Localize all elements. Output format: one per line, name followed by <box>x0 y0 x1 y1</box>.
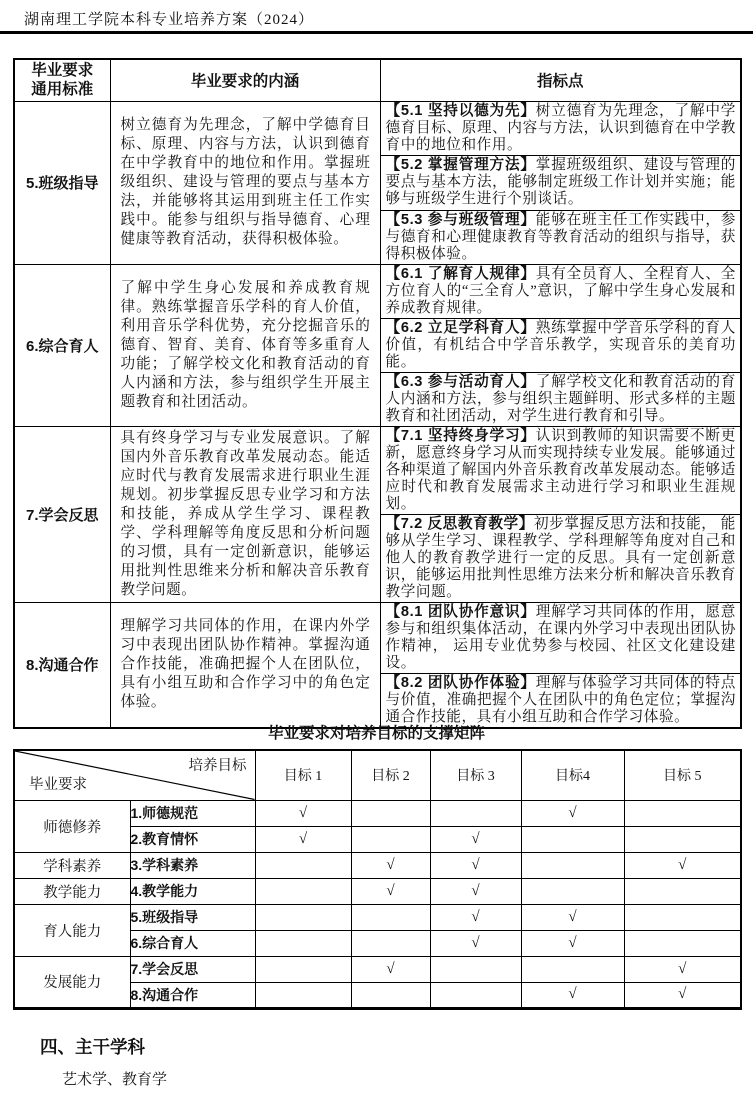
requirement-connotation: 理解学习共同体的作用，在课内外学习中表现出团队协作精神。掌握沟通合作技能，准确把握个人在团队位，具有小组互助和合作学习中的角色定体验。 <box>110 602 380 728</box>
matrix-mark-cell <box>521 878 624 904</box>
matrix-table <box>13 749 742 1010</box>
matrix-mark-cell: √ <box>430 904 521 930</box>
indicator-cell <box>380 210 741 264</box>
matrix-item-cell: 6.综合育人 <box>130 930 255 956</box>
indicator-tag: 【5.3 参与班级管理】 <box>385 211 536 228</box>
header-indicators: 指标点 <box>380 59 741 101</box>
matrix-group-cell: 发展能力 <box>14 956 130 1008</box>
header-connotation: 毕业要求的内涵 <box>110 59 380 101</box>
header-general-standard <box>14 59 110 101</box>
matrix-mark-cell: √ <box>624 956 741 982</box>
indicator-cell <box>380 264 741 318</box>
indicator-text: 掌握班级组织、建设与管理的要点与基本方法，能够制定班级工作计划并实施；能够与班级学生进行个别谈话。 <box>385 157 736 207</box>
matrix-mark-cell <box>351 826 430 852</box>
matrix-mark-cell <box>255 904 351 930</box>
indicator-text: 理解学习共同体的作用，愿意参与和组织集体活动，在课内外学习中表现出团队协作精神， 运用专业优势参与校园、社区文化建设建设。 <box>385 603 736 671</box>
matrix-mark-cell <box>255 982 351 1008</box>
indicator-tag: 【8.2 团队协作体验】 <box>385 674 536 691</box>
matrix-mark-cell <box>351 982 430 1008</box>
corner-label-requirements: 毕业要求 <box>29 776 87 793</box>
matrix-mark-cell: √ <box>351 852 430 878</box>
matrix-mark-cell: √ <box>521 930 624 956</box>
matrix-mark-cell: √ <box>624 982 741 1008</box>
indicator-tag: 【7.2 反思教育教学】 <box>385 515 534 532</box>
matrix-mark-cell: √ <box>430 826 521 852</box>
matrix-mark-cell <box>255 956 351 982</box>
requirement-label: 6.综合育人 <box>14 264 110 426</box>
matrix-mark-cell: √ <box>430 930 521 956</box>
indicator-text: 初步掌握反思方法和技能， 能够从学生学习、课程教学、学科理解等角度对自己和他人的教育教学进行一定的反思。具有一定创新意识，能够运用批判性思维方法来分析和解决音乐教育教学问题。 <box>385 515 736 600</box>
matrix-title: 毕业要求对培养目标的支撑矩阵 <box>267 725 485 742</box>
goal-header: 目标 5 <box>624 750 741 800</box>
indicator-tag: 【6.3 参与活动育人】 <box>385 373 536 390</box>
requirement-connotation: 具有终身学习与专业发展意识。了解国内外音乐教育改革发展动态。能适应时代与教育发展需求进行职业生涯规划。初步掌握反思专业学习和方法和技能，养成从学生学习、课程教学、学科理解等角度反思和分析问题的习惯，具有一定创新意识，能够运用批判性思维来分析和解决音乐教育教学问题。 <box>110 426 380 602</box>
goal-header: 目标 2 <box>351 750 430 800</box>
matrix-mark-cell <box>255 878 351 904</box>
indicator-tag: 【5.2 掌握管理方法】 <box>385 157 536 173</box>
matrix-mark-cell: √ <box>521 800 624 826</box>
title-rule <box>0 31 753 34</box>
indicator-cell <box>380 673 741 728</box>
requirement-label: 7.学会反思 <box>14 426 110 602</box>
matrix-item-cell: 3.学科素养 <box>130 852 255 878</box>
corner-label-goals: 培养目标 <box>188 758 247 774</box>
requirements-table <box>13 58 742 729</box>
indicator-text: 了解学校文化和教育活动的育人内涵和方法，参与组织主题鲜明、形式多样的主题教育和社团活动，对学生进行教育和引导。 <box>385 373 736 424</box>
matrix-group-cell: 教学能力 <box>14 878 130 904</box>
matrix-mark-cell: √ <box>351 956 430 982</box>
matrix-mark-cell <box>624 878 741 904</box>
matrix-mark-cell <box>624 904 741 930</box>
indicator-tag: 【8.1 团队协作意识】 <box>385 603 536 620</box>
matrix-item-cell: 4.教学能力 <box>130 878 255 904</box>
matrix-mark-cell: √ <box>351 878 430 904</box>
matrix-mark-cell <box>430 956 521 982</box>
indicator-cell <box>380 372 741 426</box>
goal-header: 目标4 <box>521 750 624 800</box>
requirement-connotation: 树立德育为先理念，了解中学德育目标、原理、内容与方法，认识到德育在中学教育中的地位和作用。掌握班级组织、建设与管理的要点与基本方法，并能够将其运用到班主任工作实践中。能参与组织与指导德育、心理健康等教育活动，获得积极体验。 <box>110 101 380 264</box>
indicator-cell <box>380 155 741 210</box>
header-general-standard-line1: 毕业要求 <box>31 62 94 80</box>
matrix-mark-cell <box>624 800 741 826</box>
matrix-group-cell: 育人能力 <box>14 904 130 956</box>
matrix-item-cell: 1.师德规范 <box>130 800 255 826</box>
goal-header: 目标 3 <box>430 750 521 800</box>
indicator-tag: 【6.2 立足学科育人】 <box>385 319 536 336</box>
matrix-mark-cell <box>255 852 351 878</box>
matrix-item-cell: 5.班级指导 <box>130 904 255 930</box>
matrix-mark-cell <box>521 956 624 982</box>
indicator-text: 熟练掌握中学音乐学科的育人价值，有机结合中学音乐教学，实现音乐的美育功能。 <box>385 319 736 370</box>
matrix-item-cell: 8.沟通合作 <box>130 982 255 1008</box>
matrix-group-cell: 师德修养 <box>14 800 130 852</box>
indicator-text: 具有全员育人、全程育人、全方位育人的“三全育人”意识，了解中学生身心发展和养成教育规律。 <box>385 265 736 316</box>
matrix-mark-cell <box>255 930 351 956</box>
matrix-corner-cell <box>14 750 255 800</box>
matrix-mark-cell <box>430 982 521 1008</box>
matrix-mark-cell <box>351 800 430 826</box>
indicator-text: 认识到教师的知识需要不断更新，愿意终身学习从而实现持续专业发展。能够通过各种渠道了解国内外音乐教育改革发展动态。能够适应时代和教育发展需求主动进行学习和职业生涯规划。 <box>385 427 736 512</box>
matrix-mark-cell <box>521 826 624 852</box>
matrix-mark-cell: √ <box>521 982 624 1008</box>
matrix-mark-cell <box>351 930 430 956</box>
matrix-item-cell: 2.教育情怀 <box>130 826 255 852</box>
indicator-tag: 【7.1 坚持终身学习】 <box>385 427 536 444</box>
matrix-mark-cell: √ <box>430 878 521 904</box>
matrix-mark-cell: √ <box>255 826 351 852</box>
matrix-mark-cell: √ <box>430 852 521 878</box>
header-general-standard-line2: 通用标准 <box>31 81 94 99</box>
matrix-mark-cell <box>430 800 521 826</box>
matrix-item-cell: 7.学会反思 <box>130 956 255 982</box>
indicator-cell <box>380 514 741 602</box>
indicator-text: 能够在班主任工作实践中，参与德育和心理健康教育等教育活动的组织与指导，获得积极体验。 <box>385 211 736 262</box>
matrix-mark-cell <box>351 904 430 930</box>
indicator-cell <box>380 318 741 372</box>
section-heading: 四、主干学科 <box>40 1037 145 1057</box>
matrix-mark-cell: √ <box>521 904 624 930</box>
matrix-mark-cell <box>624 930 741 956</box>
indicator-tag: 【5.1 坚持以德为先】 <box>385 102 536 119</box>
indicator-cell <box>380 602 741 673</box>
requirement-label: 8.沟通合作 <box>14 602 110 728</box>
indicator-text: 理解与体验学习共同体的特点与价值，准确把握个人在团队中的角色定位；掌握沟通合作技能，具有小组互助和合作学习体验。 <box>385 674 736 725</box>
matrix-mark-cell <box>521 852 624 878</box>
matrix-mark-cell <box>624 826 741 852</box>
indicator-cell <box>380 101 741 155</box>
matrix-mark-cell: √ <box>255 800 351 826</box>
goal-header: 目标 1 <box>255 750 351 800</box>
section-content: 艺术学、教育学 <box>62 1072 168 1088</box>
indicator-cell <box>380 426 741 514</box>
requirement-label: 5.班级指导 <box>14 101 110 264</box>
indicator-tag: 【6.1 了解育人规律】 <box>385 265 536 282</box>
matrix-group-cell: 学科素养 <box>14 852 130 878</box>
page-title: 湖南理工学院本科专业培养方案（2024） <box>24 12 315 28</box>
requirement-connotation: 了解中学生身心发展和养成教育规律。熟练掌握音乐学科的育人价值，利用音乐学科优势，充分挖掘音乐的德育、智育、美育、体育等多重育人功能；了解学校文化和教育活动的育人内涵和方法，参与组织学生开展主题教育和社团活动。 <box>110 264 380 426</box>
matrix-mark-cell: √ <box>624 852 741 878</box>
indicator-text: 树立德育为先理念，了解中学德育目标、原理、内容与方法，认识到德育在中学教育中的地位和作用。 <box>385 102 736 153</box>
